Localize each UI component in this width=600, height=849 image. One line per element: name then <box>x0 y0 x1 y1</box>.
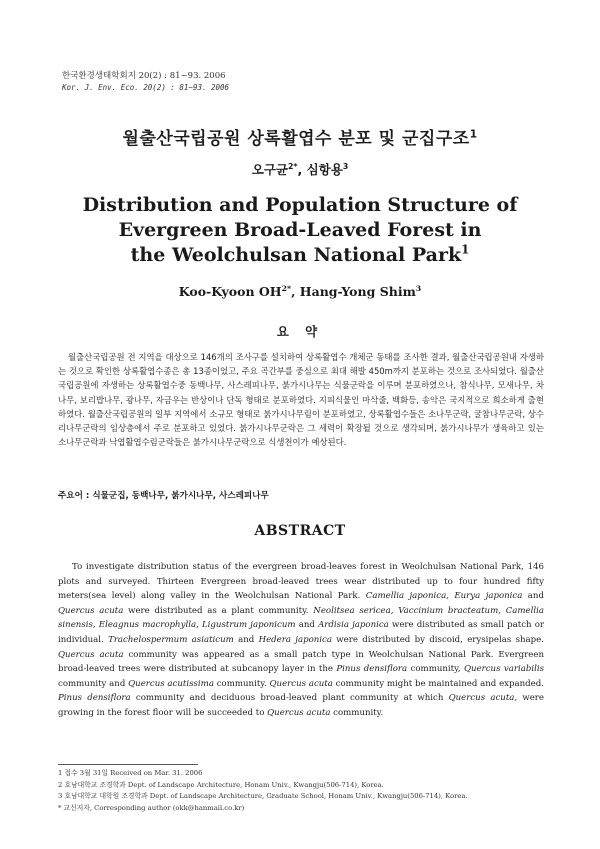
korean-authors <box>0 160 600 178</box>
species-name: Quercus acuta <box>58 605 124 616</box>
korean-author-2: 심항용 <box>306 162 343 177</box>
english-author-separator: , <box>291 284 300 299</box>
species-name: Trachelospermum asiaticum <box>108 634 234 645</box>
english-authors <box>0 284 600 299</box>
abstract-text: To investigate distribution status of the evergreen broad-leaves forest in Weolchulsan National Park, 146 plots and surveyed. Thirteen Evergreen broad-leaved trees wear distributed up to four hundred fifty meters(sea level) along valley in the Weolchulsan National Park. <box>58 562 544 602</box>
korean-author-1-mark: 2* <box>288 161 298 171</box>
species-name: Quercus acuta <box>269 678 333 689</box>
korean-author-1: 오구균 <box>251 162 289 177</box>
abstract-text: and <box>522 591 544 602</box>
english-title-footnote-mark: 1 <box>461 242 470 257</box>
abstract-text: community. <box>330 707 384 718</box>
korean-abstract-body: 월출산국립공원 전 지역을 대상으로 146개의 조사구를 설치하여 상록활엽수 개체군 동태를 조사한 결과, 월출산국립공원내 자생하는 것으로 확인한 상록활엽수종은 총 13종이었고, 주요 곡간부를 중심으로 최대 해발 450m까지 분포하는 것으로 조사되었다. 월출산국립공원에 자생하는 상록활엽수중 동백나무, 사스레피나무, 붉가시나무는 식물군락을 이루며 분포하였으나, 참식나무, 모새나무, 차나무, 보리밥나무, 광나무, 자금우는 반상이나 단독 형태로 분포하였다. 지피식물인 마삭줄, 백화등, 송악은 국지적으로 희소하게 출현하였다. 월출산국립공원의 일부 지역에서 소규모 형태로 붉가시나무림이 분포하였고, 상록활엽수들은 소나무군락, 굴참나무군락, 상수리나무군락의 임상층에서 주로 분포하고 있었다. 붉가시나무군락은 그 세력이 확장될 것으로 생각되며, 붉가시나무가 생육하고 있는 소나무군락과 낙엽활엽수림군락들은 붉가시나무군락으로 식생천이가 예상된다. <box>58 352 544 448</box>
footnote-affiliation-1: 2 호남대학교 조경학과 Dept. of Landscape Architecture, Honam Univ., Kwangju(506-714), Korea. <box>58 780 384 789</box>
keywords-terms: 식물군집, 동백나무, 붉가시나무, 사스레피나무 <box>92 491 269 501</box>
species-name: Pinus densiflora <box>336 664 408 675</box>
korean-abstract-heading: 요 약 <box>276 324 324 339</box>
abstract-text: community, <box>407 664 464 675</box>
english-title <box>0 193 600 268</box>
species-name: Neolitsea sericea, Vaccinium bracteatum, Camellia sinensis, Eleagnus macrophylla, Ligustrum japonicum <box>58 605 545 631</box>
korean-title-footnote-mark: 1 <box>469 128 478 141</box>
english-author-1-mark: 2* <box>281 283 292 293</box>
english-author-1: Koo-Kyoon OH <box>178 284 282 299</box>
keywords-label: 주요어 : <box>58 491 93 501</box>
journal-citation-kr: 한국환경생태학회지 20(2) : 81~93. 2006 <box>62 71 226 81</box>
footnote-received: 1 접수 3월 31일 Received on Mar. 31. 2006 <box>58 769 203 777</box>
korean-author-separator: , <box>297 162 307 177</box>
english-title-line-3: the Weolchulsan National Park <box>130 244 462 266</box>
english-author-2-mark: 3 <box>415 283 422 293</box>
korean-title-text: 월출산국립공원 상록활엽수 분포 및 군집구조 <box>122 129 470 149</box>
korean-title <box>0 124 600 149</box>
english-title-line-1: Distribution and Population Structure of <box>82 194 518 216</box>
english-abstract-heading: ABSTRACT <box>254 523 346 539</box>
abstract-text: community and <box>58 678 129 689</box>
english-title-line-2: Evergreen Broad-Leaved Forest in <box>118 219 482 241</box>
footnote-corresponding-author: * 교신저자, Corresponding author (okk@hanmail.co.kr) <box>58 803 245 812</box>
journal-citation <box>62 70 229 94</box>
species-name: Quercus acuta, <box>448 693 518 704</box>
abstract-text: community might be maintained and expanded. <box>332 678 544 689</box>
english-abstract-paragraph <box>58 560 544 721</box>
abstract-text: were distributed by discoid, erysipelas shape. <box>331 634 544 645</box>
english-author-2: Hang-Yong Shim <box>299 284 416 299</box>
species-name: Quercus acuta <box>267 707 331 718</box>
english-abstract-body <box>58 560 544 721</box>
abstract-text: and <box>295 620 319 631</box>
abstract-text: were distributed as a plant community. <box>123 605 314 616</box>
abstract-text: and <box>233 634 259 645</box>
species-name: Quercus acutissima <box>128 678 214 689</box>
species-name: Pinus densiflora <box>58 693 131 704</box>
species-name: Quercus acuta <box>58 649 124 660</box>
species-name: Camellia japonica, Eurya japonica <box>365 591 523 602</box>
abstract-text: community. <box>213 678 270 689</box>
footnote-divider <box>58 764 198 765</box>
abstract-text: were growing in the forest floor will be succeeded to <box>58 693 544 718</box>
species-name: Hedera japonica <box>258 634 332 645</box>
abstract-text: were distributed as small patch or individual. <box>58 620 545 645</box>
journal-citation-en: Kor. J. Env. Eco. 20(2) : 81~93. 2006 <box>62 83 230 92</box>
abstract-text: community was appeared as a small patch type in Weolchulsan National Park. Evergreen broad-leaved trees were distributed at subcanopy layer in the <box>58 649 544 675</box>
abstract-text: community and deciduous broad-leaved plant community at which <box>130 693 449 704</box>
species-name: Quercus variabilis <box>463 664 544 675</box>
korean-author-2-mark: 3 <box>342 161 349 171</box>
species-name: Ardisia japonica <box>318 620 389 631</box>
footnotes <box>58 768 468 814</box>
footnote-affiliation-2: 3 호남대학교 대학원 조경학과 Dept. of Landscape Architecture, Graduate School, Honam Univ., Kwangju(506-714), Korea. <box>58 792 468 800</box>
korean-keywords <box>58 489 269 501</box>
